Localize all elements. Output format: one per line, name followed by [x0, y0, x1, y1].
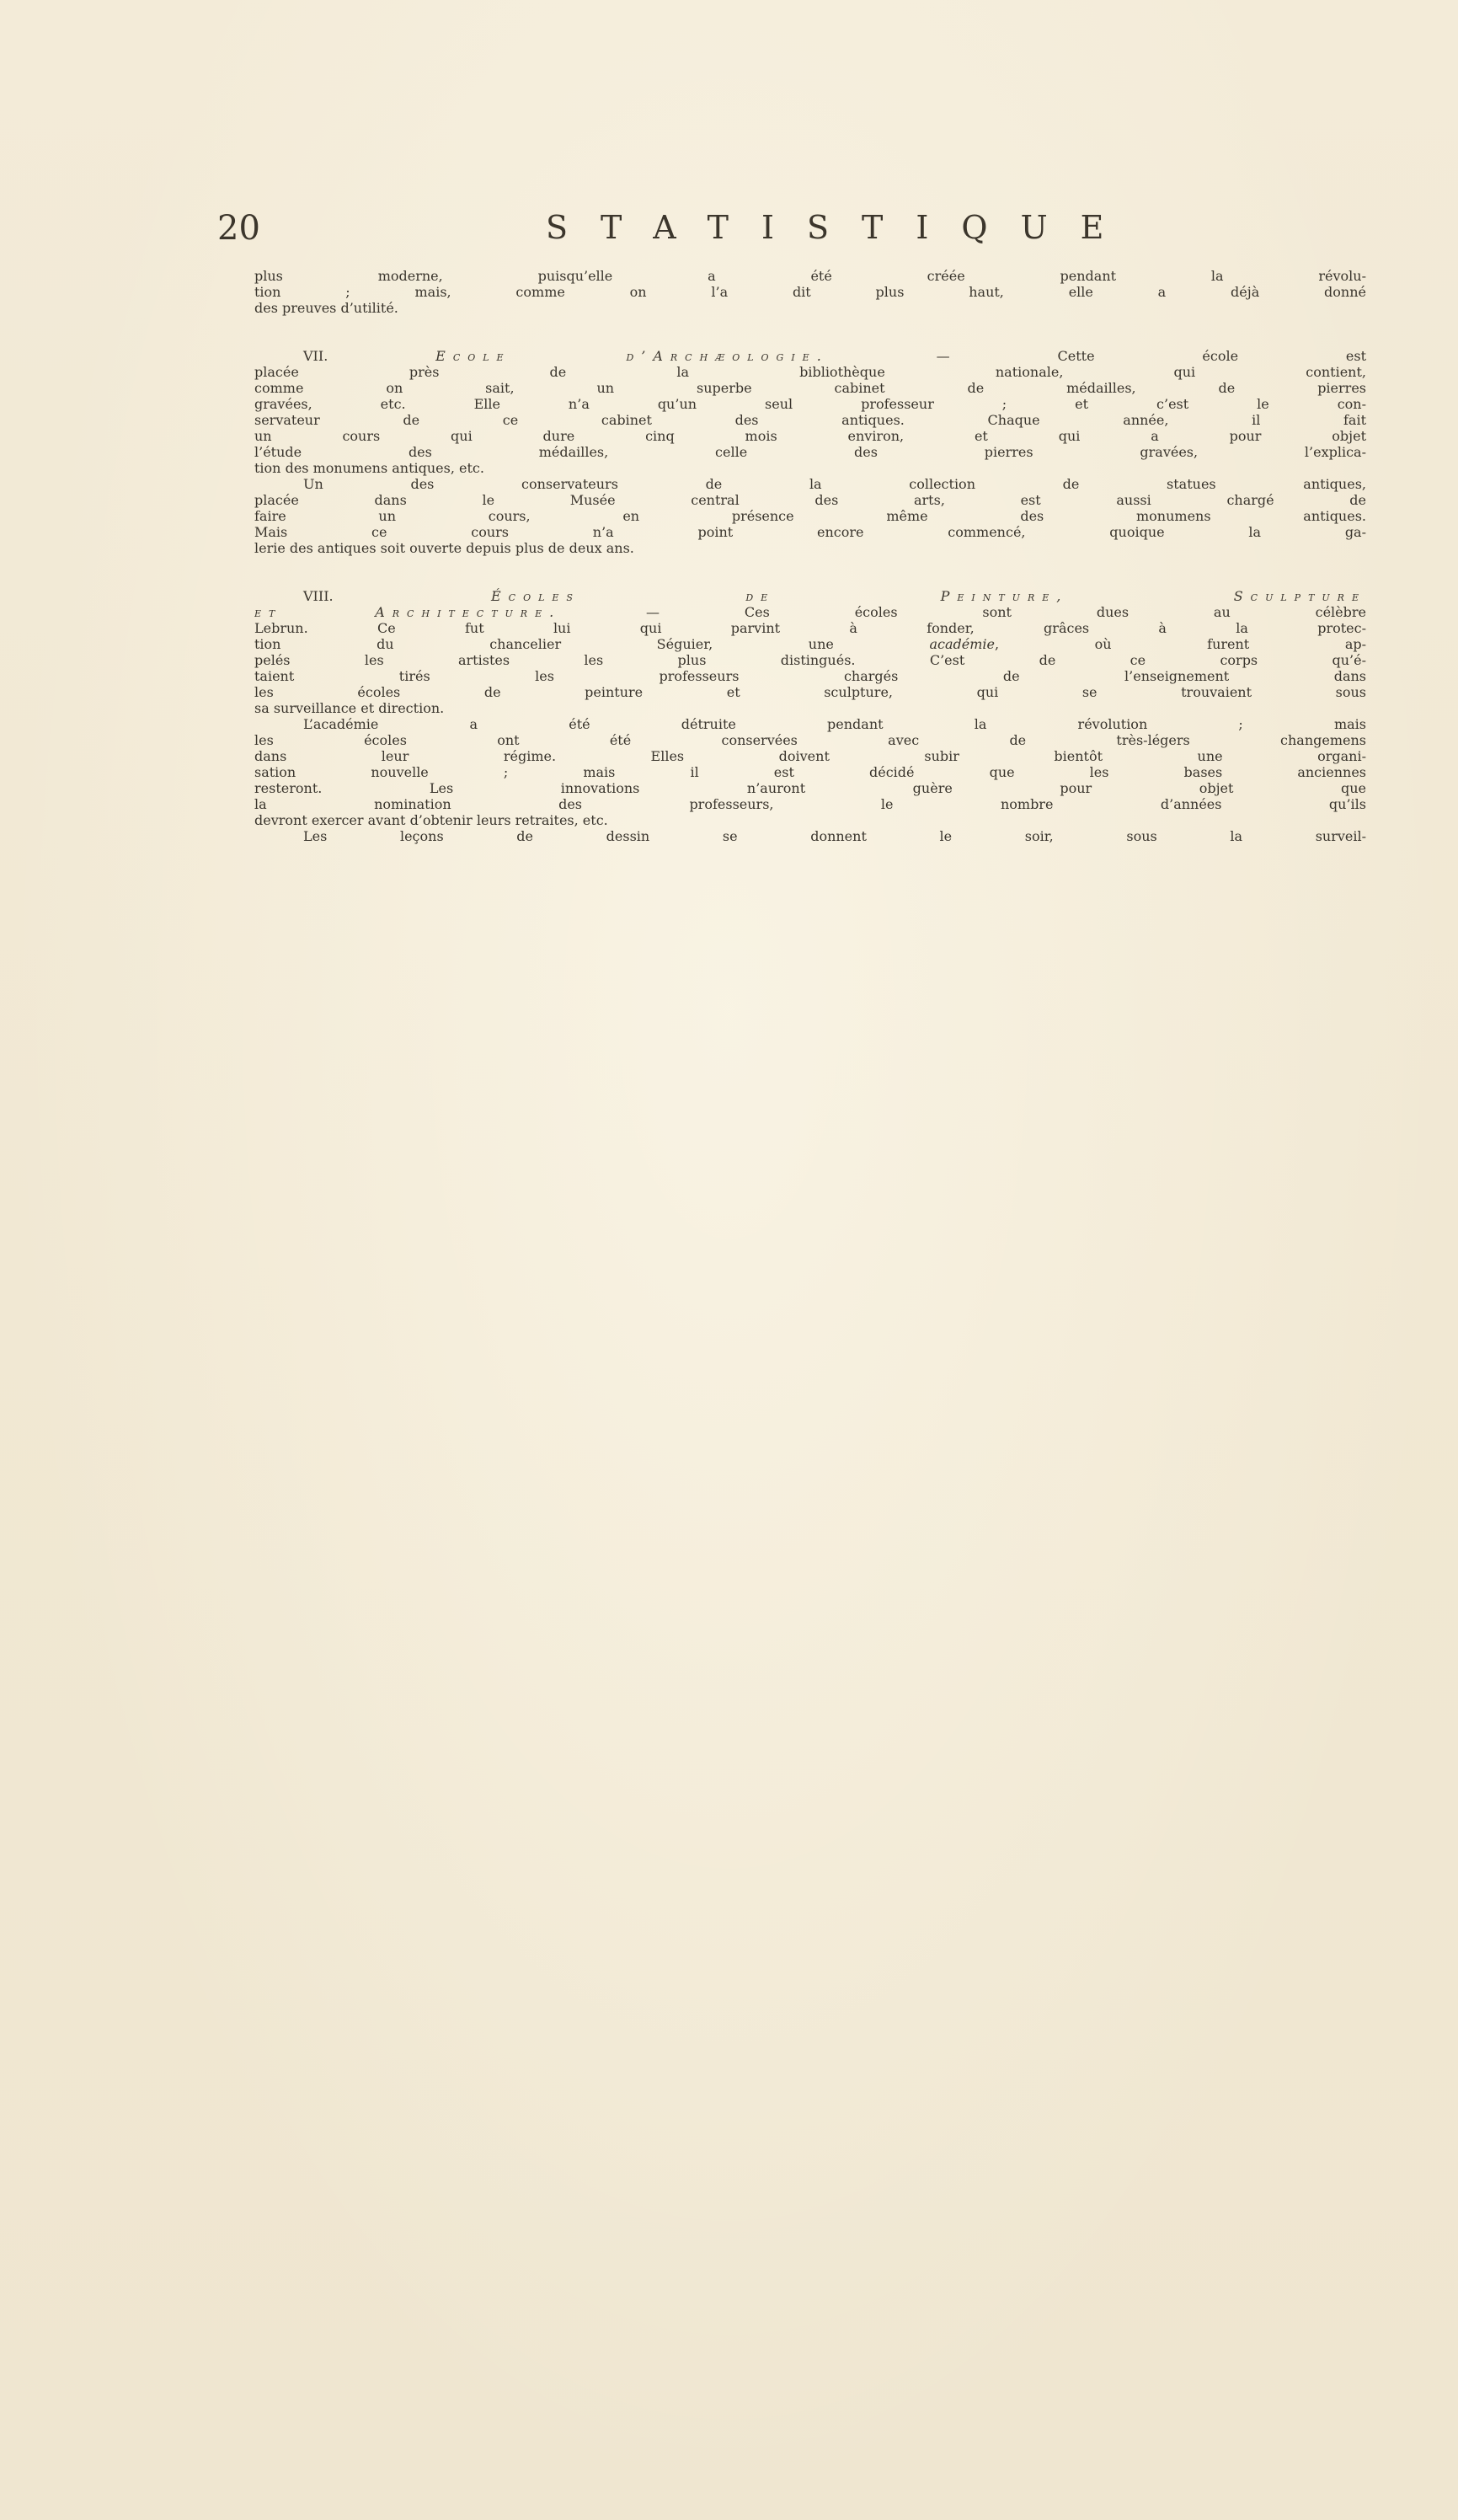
text-fragment: tion du chancelier Séguier, une [254, 636, 930, 652]
section-heading: Ecole d’Archæologie. [435, 348, 829, 364]
text-line: Les leçons de dessin se donnent le soir, sous la surveil- [303, 828, 1366, 844]
text-line [254, 636, 1366, 652]
text-fragment: , où furent ap- [994, 636, 1366, 652]
text-line: placée dans le Musée central des arts, est aussi chargé de [254, 492, 1366, 508]
text-line: pelés les artistes les plus distingués. C’est de ce corps qu’é- [254, 652, 1366, 668]
text-line: taient tirés les professeurs chargés de l’enseignement dans [254, 668, 1366, 684]
text-line: Lebrun. Ce fut lui qui parvint à fonder, grâces à la protec- [254, 620, 1366, 636]
section-number: VII. [303, 348, 328, 364]
text-line: tion des monumens antiques, etc. [254, 460, 484, 476]
page-number: 20 [217, 209, 260, 248]
text-line [254, 588, 1366, 604]
text-line: faire un cours, en présence même des monumens antiques. [254, 508, 1366, 524]
section-vii [254, 348, 1366, 476]
text-line [254, 604, 1366, 620]
text-line: l’étude des médailles, celle des pierres gravées, l’explica- [254, 444, 1366, 460]
text-fragment: — Ces écoles sont dues au célèbre [561, 604, 1366, 620]
text-line: Mais ce cours n’a point encore commencé, quoique la ga- [254, 524, 1366, 540]
section-heading-continued: et Architecture. [254, 604, 562, 620]
text-line: des preuves d’utilité. [254, 300, 398, 316]
text-line: devront exercer avant d’obtenir leurs retraites, etc. [254, 812, 608, 828]
text-line: comme on sait, un superbe cabinet de médailles, de pierres [254, 380, 1366, 396]
section-number: VIII. [303, 588, 334, 604]
text-line: les écoles de peinture et sculpture, qui se trouvaient sous [254, 684, 1366, 700]
text-line: les écoles ont été conservées avec de très-légers changemens [254, 732, 1366, 748]
paragraph [254, 268, 1366, 316]
text-line: resteront. Les innovations n’auront guère pour objet que [254, 780, 1366, 796]
text-line: un cours qui dure cinq mois environ, et qui a pour objet [254, 428, 1366, 444]
text-line: gravées, etc. Elle n’a qu’un seul professeur ; et c’est le con- [254, 396, 1366, 412]
paragraph [254, 476, 1366, 556]
paragraph [254, 716, 1366, 828]
text-line: plus moderne, puisqu’elle a été créée pendant la révolu- [254, 268, 1366, 284]
text-fragment: — Cette école est [828, 348, 1366, 364]
text-line: tion ; mais, comme on l’a dit plus haut, elle a déjà donné [254, 284, 1366, 300]
text-line: dans leur régime. Elles doivent subir bientôt une organi- [254, 748, 1366, 764]
text-line: Un des conservateurs de la collection de statues antiques, [303, 476, 1366, 492]
text-line: sa surveillance et direction. [254, 700, 445, 716]
text-line [254, 348, 1366, 364]
page-header [217, 209, 1137, 268]
text-line: placée près de la bibliothèque nationale, qui contient, [254, 364, 1366, 380]
italic-term: académie [929, 636, 995, 652]
section-viii [254, 588, 1366, 716]
paragraph [254, 828, 1366, 844]
text-line: servateur de ce cabinet des antiques. Chaque année, il fait [254, 412, 1366, 428]
text-line: L’académie a été détruite pendant la révolution ; mais [303, 716, 1366, 732]
section-heading: Écoles de Peinture, Sculpture [490, 588, 1366, 604]
text-line: sation nouvelle ; mais il est décidé que les bases anciennes [254, 764, 1366, 780]
text-line: lerie des antiques soit ouverte depuis plus de deux ans. [254, 540, 634, 556]
text-line: la nomination des professeurs, le nombre d’années qu’ils [254, 796, 1366, 812]
running-title: STATISTIQUE [546, 209, 1137, 246]
body-text [254, 268, 1366, 844]
